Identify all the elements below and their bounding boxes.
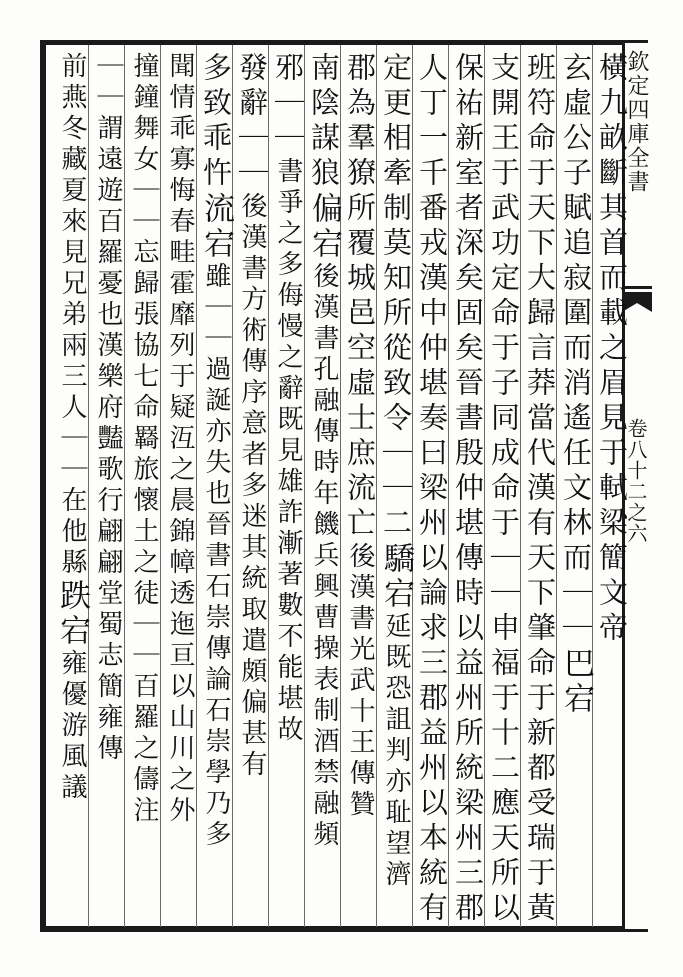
column-text: 定更相牽制莫知所從致令｜｜二: [379, 52, 413, 542]
text-column: [450, 52, 486, 927]
entry-heading: 流宕: [198, 192, 234, 262]
column-text: 保祐新室者深矣固矣晉書殷仲堪傳時以益州所統梁州三郡: [451, 52, 485, 927]
text-column: [126, 52, 162, 827]
column-text: 延既恐詛判亦耻望濟: [381, 612, 411, 891]
column-text: 雖｜｜過誕亦失也晉書石崇傳論石崇學乃多: [201, 262, 231, 851]
column-text: 南陰謀狼: [307, 52, 341, 192]
column-text: 人丁一千番戎漢中仲堪奏曰梁州以論求三郡益州以本統有: [415, 52, 449, 927]
column-text: 玄虛公子賦追寂圍而消遙任文林而｜｜: [559, 52, 593, 647]
text-column: [486, 52, 522, 927]
entry-heading: 驕宕: [378, 542, 414, 612]
text-column: [522, 52, 558, 927]
column-text: ｜｜謂遠遊百羅憂也漢樂府豔歌行翩翩堂: [93, 52, 123, 610]
volume-number: 卷八十二之六: [624, 418, 648, 544]
entry-heading: 巴宕: [558, 647, 594, 717]
column-text: 橫九畝斷其首而載之眉見于軾梁簡文帝: [595, 52, 629, 647]
column-text: 多致乖忤: [199, 52, 233, 192]
column-text: 蜀志簡雍傳: [93, 610, 123, 765]
column-text: 前燕冬藏夏來見兄弟兩三人｜｜在他縣: [57, 52, 87, 579]
text-column: [90, 52, 126, 765]
column-text: 後漢書光武十王傳贊: [345, 542, 375, 821]
text-column: [594, 52, 630, 647]
column-text: 後漢書方術傳序意者多迷其統取遣頗偏甚有: [237, 192, 267, 781]
book-title: 欽定四庫全書: [624, 50, 649, 194]
column-text: 書爭之多侮慢之辭既見雄詐漸著數不能堪故: [273, 157, 303, 746]
text-column: [414, 52, 450, 927]
text-column: [378, 52, 414, 891]
text-column: [198, 52, 234, 851]
column-text: 郡為羣獠所覆城邑空虛士庶流亡: [343, 52, 377, 542]
text-column: [234, 52, 270, 781]
column-text: 雍優游風議: [57, 649, 87, 804]
column-text: 後漢書孔融傳時年饑兵興曹操表制酒禁融頻: [309, 262, 339, 851]
text-column: [270, 52, 306, 746]
text-column: [558, 52, 594, 717]
text-column: [162, 52, 198, 827]
column-text: 聞情乖寡悔春畦霍靡列于疑沍之晨錦幛透迤亘以山川之外: [165, 52, 195, 827]
text-column: [342, 52, 378, 821]
column-text: 支開王于武功定命于子同成命于｜｜申福于十二應天所以: [487, 52, 521, 927]
entry-heading: 偏宕: [306, 192, 342, 262]
text-column: [306, 52, 342, 851]
column-text: 邪｜｜: [271, 52, 305, 157]
column-text: 班符命于天下大歸言莽當代漢有天下肇命于新都受瑞于黃: [523, 52, 557, 927]
entry-heading: 跌宕: [54, 579, 90, 649]
column-text: 撞鐘舞女｜｜忘歸張協七命羇旅懷土之徒｜｜百羅之儔注: [129, 52, 159, 827]
text-column: [54, 52, 90, 804]
column-text: 發辭｜｜: [235, 52, 269, 192]
